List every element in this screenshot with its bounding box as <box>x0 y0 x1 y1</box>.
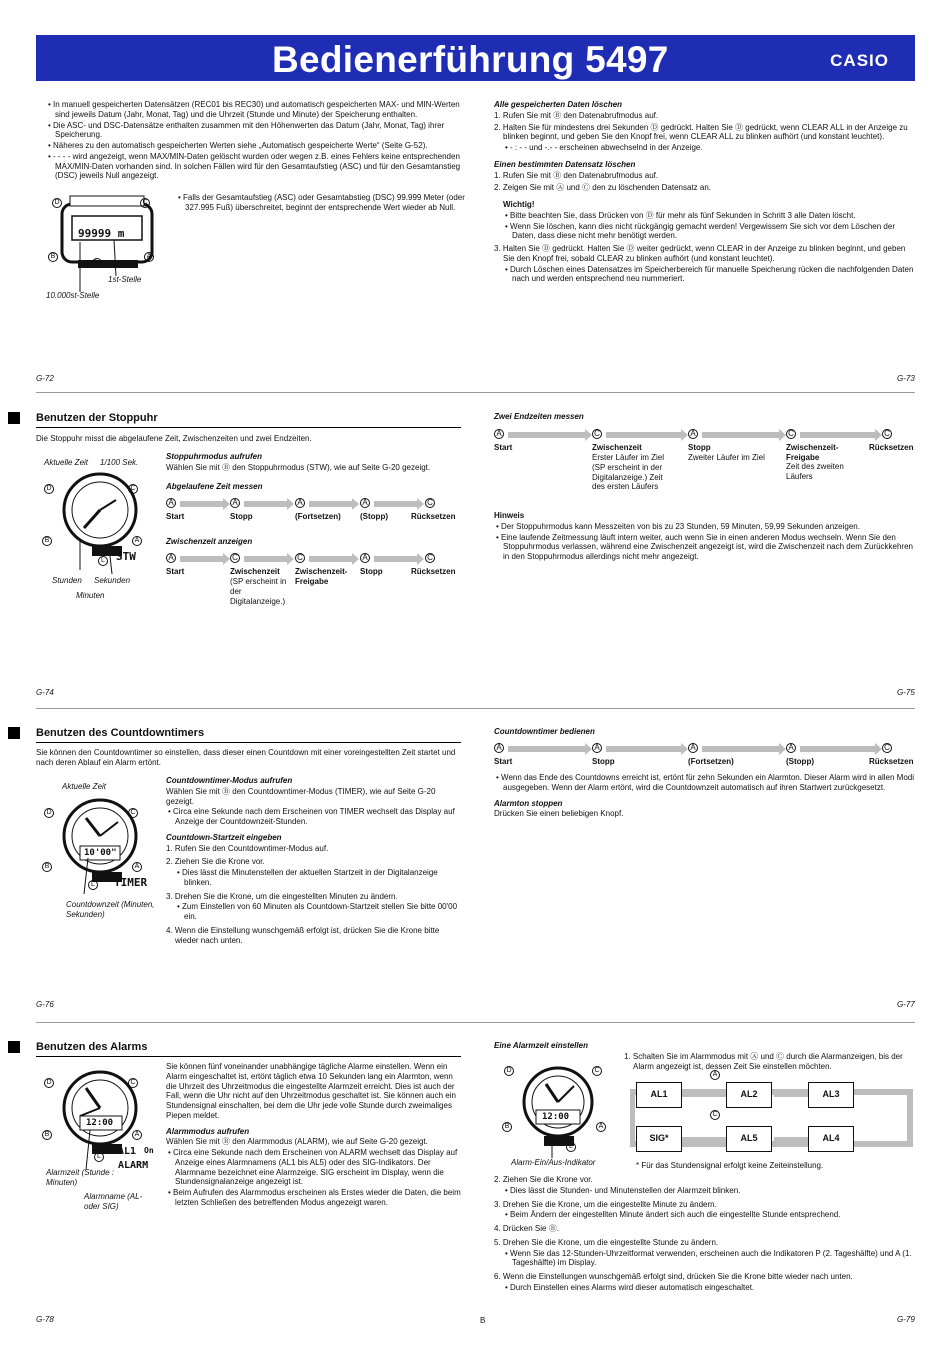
alarm-box: AL1 <box>636 1082 682 1108</box>
section-underline <box>36 1056 461 1057</box>
flow-arrow <box>606 432 682 438</box>
step: 2. Ziehen Sie die Krone vor. <box>494 1175 593 1184</box>
step: 3. Drehen Sie die Krone, um die eingestellte Minute zu ändern. <box>494 1199 717 1209</box>
divider <box>36 1022 915 1023</box>
flow-arrow <box>309 501 353 507</box>
flow-two-finishes <box>494 429 915 505</box>
g77-content <box>494 773 915 820</box>
body-text: Sie können fünf voneinander unabhängige tägliche Alarme einstellen. Wenn ein Alarm eingeschaltet ist, ertönt täglich etwa 10 Sekunden lang ein Alarmton, wenn die Uhrzeit des Uhrzeitmodus die eingestellte Alarmzeit erreicht. Dies ist auch der Fall, wenn die Uhr nicht auf den Uhrzeitmodus geschaltet ist. Sie können auch ein Stundensignal einschalten, bei dem die Uhr jede volle Stunde durch zweimaliges Piepen meldet. <box>166 1062 456 1120</box>
flow-arrow <box>180 556 224 562</box>
g79-steps <box>494 1175 915 1294</box>
section-marker <box>8 1041 20 1053</box>
subheading: Stoppuhrmodus aufrufen <box>166 452 262 461</box>
flow-label: Start <box>166 512 185 521</box>
button-b-icon: B <box>42 1130 52 1140</box>
mode-display: ALARM <box>118 1160 149 1171</box>
flow-node-a: A <box>230 498 240 508</box>
button-c-icon: C <box>128 1078 138 1088</box>
g74-call <box>166 452 466 474</box>
button-a-icon: A <box>132 1130 142 1140</box>
subheading: Alle gespeicherten Daten löschen <box>494 100 623 109</box>
step: 4. Drücken Sie Ⓑ. <box>494 1224 559 1233</box>
step: 1. Rufen Sie den Countdowntimer-Modus auf. <box>166 843 329 853</box>
step: 1. Rufen Sie mit Ⓑ den Datenabrufmodus auf. <box>494 110 659 120</box>
button-b-icon: B <box>42 862 52 872</box>
list-item: • Wenn Sie löschen, kann dies nicht rückgängig gemacht werden! Vergewissern Sie sich vor dem Löschen der Daten, dass diese nicht mehr benötigt werden. <box>494 222 914 242</box>
label-current-time: Aktuelle Zeit <box>62 782 107 791</box>
label-hundredth: 1/100 Sek. <box>100 458 139 467</box>
button-a-icon: A <box>132 536 142 546</box>
alarm-cycle-diagram <box>630 1071 915 1156</box>
flow-label: Stopp <box>592 757 615 766</box>
flow-desc: Zweiter Läufer im Ziel <box>688 453 765 462</box>
flow-node-a: A <box>166 498 176 508</box>
list-item: • Die ASC- und DSC-Datensätze enthalten zusammen mit den Höhenwerten das Datum (Jahr, Monat, Tag) ihrer Speicherung. <box>46 121 461 141</box>
button-a-icon: A <box>596 1122 606 1132</box>
intro-text: Die Stoppuhr misst die abgelaufene Zeit, Zwischenzeiten und zwei Endzeiten. <box>36 434 312 443</box>
subheading: Zwischenzeit anzeigen <box>166 537 253 546</box>
page-number: G-74 <box>36 688 54 697</box>
step: 2. Ziehen Sie die Krone vor. <box>166 857 265 867</box>
mode-display: STW <box>116 550 136 563</box>
alarm-box: AL2 <box>726 1082 772 1108</box>
flow-label: Stopp <box>688 443 711 452</box>
flow-label: Stopp <box>230 512 253 521</box>
flow-label: (Fortsetzen) <box>295 512 341 521</box>
digital-display: 10'00" <box>84 848 117 858</box>
flow-node-c: C <box>425 553 435 563</box>
step: 3. Drehen Sie die Krone, um die eingestellten Minuten zu ändern. <box>166 891 398 901</box>
document-title: Bedienerführung 5497 <box>272 39 669 80</box>
step: 3. Halten Sie Ⓓ gedrückt. Halten Sie Ⓓ weiter gedrückt, wenn CLEAR in der Anzeige zu blinken beginnt, und geben Sie den Knopf frei, sobald CLEAR zu blinken aufhört (und konstant leuchtet). <box>494 244 906 263</box>
watch-drawing <box>500 1062 620 1158</box>
flow-node-c: C <box>882 429 892 439</box>
flow-label: Zwischenzeit <box>230 567 280 576</box>
step: 6. Wenn die Einstellungen wunschgemäß erfolgt sind, drücken Sie die Krone bitte wieder nach unten. <box>494 1272 853 1281</box>
flow-label: (Stopp) <box>360 512 388 521</box>
section-title: Benutzen der Stoppuhr <box>36 412 158 424</box>
page-number: G-77 <box>897 1000 915 1009</box>
flow-node-a: A <box>688 429 698 439</box>
page-number: G-78 <box>36 1315 54 1324</box>
flow-arrow <box>508 432 586 438</box>
button-a-icon: A <box>132 862 142 872</box>
flow-desc: Erster Läufer im Ziel (SP erscheint in der Digitalanzeige.) Zeit des ersten Läufers <box>592 453 665 492</box>
flow-label: Start <box>494 443 513 452</box>
flow-label: Stopp <box>360 567 383 576</box>
flow-arrow <box>702 746 780 752</box>
list-item: • Der Stoppuhrmodus kann Messzeiten von bis zu 23 Stunden, 59 Minuten, 59,99 Sekunden anzeigen. <box>494 522 915 532</box>
flow-node-a: A <box>494 743 504 753</box>
flow-node-c: C <box>425 498 435 508</box>
watch-illustration-g79 <box>500 1062 620 1158</box>
g72-bullets <box>46 100 461 182</box>
button-c-icon: C <box>128 484 138 494</box>
footer-center-mark: B <box>480 1316 486 1325</box>
button-c-icon: C <box>592 1066 602 1076</box>
alarm-box: AL3 <box>808 1082 854 1108</box>
step: 4. Wenn die Einstellung wunschgemäß erfolgt ist, drücken Sie die Krone bitte wieder nach unten. <box>166 925 440 945</box>
flow-arrow <box>702 432 780 438</box>
section-title: Benutzen des Countdowntimers <box>36 727 205 739</box>
alarm-box: SIG* <box>636 1126 682 1152</box>
list-item: • - - - - wird angezeigt, wenn MAX/MIN-Daten gelöscht wurden oder wegen z.B. eines Fehlers keine entsprechenden MAX/MIN-Daten vorhanden sind. In solchen Fällen wird für den Gesamtaufstieg (ASC) und für den Gesamtanstieg (DSC) jeweils Null angezeigt. <box>46 152 461 181</box>
label-current-time: Aktuelle Zeit <box>44 458 89 467</box>
button-c-icon: C <box>710 1110 720 1120</box>
body-text: Wählen Sie mit Ⓑ den Alarmmodus (ALARM), wie auf Seite G-20 gezeigt. <box>166 1137 428 1147</box>
g75-notes <box>494 511 915 563</box>
flow-arrow <box>180 501 224 507</box>
list-item: • Bitte beachten Sie, dass Drücken von Ⓓ für mehr als fünf Sekunden in Schritt 3 alle Daten löscht. <box>494 211 914 221</box>
section-marker <box>8 412 20 424</box>
watch-illustration-g78 <box>40 1066 165 1170</box>
note: • Dies lässt die Minutenstellen der aktuellen Startzeit in der Digitalanzeige blinken. <box>166 868 462 888</box>
flow-node-a: A <box>360 553 370 563</box>
note: • - : - - und -.- - erscheinen abwechselnd in der Anzeige. <box>494 143 914 153</box>
page-number: G-72 <box>36 374 54 383</box>
flow-arrow <box>244 556 288 562</box>
flow-label: Zwischenzeit <box>592 443 642 452</box>
button-d-icon: D <box>52 198 62 208</box>
step: 1. Rufen Sie mit Ⓑ den Datenabrufmodus auf. <box>494 170 659 180</box>
button-d-icon: D <box>44 808 54 818</box>
list-item: • Falls der Gesamtaufstieg (ASC) oder Gesamtabstieg (DSC) 99.999 Meter (oder 327.995 Fuß) überschreitet, beginnt der entsprechende Wert wieder ab Null. <box>176 193 466 213</box>
button-b-icon: B <box>48 252 58 262</box>
label-minutes: Minuten <box>76 591 105 600</box>
button-l-icon: L <box>98 556 108 566</box>
subheading: Alarmton stoppen <box>494 798 563 808</box>
button-c-icon: C <box>140 198 150 208</box>
watch-illustration-g72 <box>40 192 160 302</box>
subheading: Alarmmodus aufrufen <box>166 1126 250 1136</box>
page-number: G-76 <box>36 1000 54 1009</box>
button-l-icon: L <box>94 1152 104 1162</box>
flow-node-c: C <box>786 429 796 439</box>
step: 1. Schalten Sie im Alarmmodus mit Ⓐ und Ⓒ durch die Alarmanzeigen, bis der Alarm angezeigt ist, dessen Zeit Sie einstellen möchten. <box>624 1052 903 1071</box>
step: 5. Drehen Sie die Krone, um die eingestellte Stunde zu ändern. <box>494 1237 719 1247</box>
flow-desc: (SP erscheint in der Digitalanzeige.) <box>230 577 287 606</box>
body-text: Drücken Sie einen beliebigen Knopf. <box>494 809 624 819</box>
flow-arrow <box>374 501 418 507</box>
alarm-box: AL4 <box>808 1126 854 1152</box>
flow-node-a: A <box>786 743 796 753</box>
body-text: Wählen Sie mit Ⓑ den Stoppuhrmodus (STW), wie auf Seite G-20 gezeigt. <box>166 462 431 472</box>
watch-illustration-g76 <box>40 794 160 898</box>
button-d-icon: D <box>44 1078 54 1088</box>
flow-label: Rücksetzen <box>411 512 456 521</box>
section-underline <box>36 742 461 743</box>
page-number: G-73 <box>897 374 915 383</box>
alarm-box: AL5 <box>726 1126 772 1152</box>
important-label: Wichtig! <box>503 200 535 209</box>
list-item: • In manuell gespeicherten Datensätzen (REC01 bis REC30) und automatisch gespeicherten MAX- und MIN-Werten sind jeweils Datum (Jahr, Monat, Tag) und die Uhrzeit (Stunde und Minute) der Speicherung enthalten. <box>46 100 461 120</box>
page-number: G-75 <box>897 688 915 697</box>
subheading: Einen bestimmten Datensatz löschen <box>494 159 636 169</box>
list-item: • Eine laufende Zeitmessung läuft intern weiter, auch wenn Sie in einen anderen Modus wechseln. Wenn Sie den Stoppuhrmodus verlassen, während eine Zwischenzeit angezeigt ist, wird die Zwischenzeit nach dem Zurückkehren in den Stoppuhrmodus allerdings nicht mehr angezeigt. <box>494 533 915 562</box>
flow-arrow <box>309 556 353 562</box>
g73-column <box>494 100 914 285</box>
button-c-icon: C <box>128 808 138 818</box>
flow-arrow <box>374 556 418 562</box>
flow-arrow <box>800 432 876 438</box>
label-countdown: Countdownzeit (Minuten, Sekunden) <box>66 900 155 919</box>
button-l-icon: L <box>88 880 98 890</box>
section-marker <box>8 727 20 739</box>
flow-label: (Fortsetzen) <box>688 757 734 766</box>
page-number: G-79 <box>897 1315 915 1324</box>
button-d-icon: D <box>44 484 54 494</box>
flow-label: Zwischenzeit-Freigabe <box>786 443 839 462</box>
watch-illustration-g74 <box>40 470 160 580</box>
flow-node-c: C <box>592 429 602 439</box>
subheading: Countdown-Startzeit eingeben <box>166 832 282 842</box>
flow-node-a: A <box>360 498 370 508</box>
note-heading: Hinweis <box>494 511 525 520</box>
subheading: Countdowntimer bedienen <box>494 727 595 736</box>
flow-desc: Zeit des zweiten Läufers <box>786 462 844 481</box>
subheading: Abgelaufene Zeit messen <box>166 482 263 491</box>
flow-split <box>166 553 466 609</box>
flow-label: Rücksetzen <box>411 567 456 576</box>
label-first-digit: 1st-Stelle <box>108 275 142 284</box>
label-seconds: Sekunden <box>94 576 131 585</box>
step: 2. Zeigen Sie mit Ⓐ und Ⓒ den zu löschenden Datensatz an. <box>494 183 712 193</box>
flow-node-c: C <box>230 553 240 563</box>
button-a-icon: A <box>144 252 154 262</box>
flow-node-a: A <box>494 429 504 439</box>
casio-logo: CASIO <box>830 51 889 70</box>
flow-node-c: C <box>295 553 305 563</box>
flow-node-a: A <box>166 553 176 563</box>
mode-display: TIMER <box>114 876 148 889</box>
flow-label: Rücksetzen <box>869 443 914 452</box>
g76-content <box>166 776 462 946</box>
list-item: • Wenn das Ende des Countdowns erreicht ist, ertönt für zehn Sekunden ein Alarmton. Dieser Alarm wird in allen Modi ausgegeben. Wenn der Alarm ertönt, wird die Countdownzeit automatisch auf ihren Startwert zurückgesetzt. <box>494 773 915 793</box>
g78-content <box>166 1062 462 1209</box>
button-b-icon: B <box>502 1122 512 1132</box>
flow-label: Zwischenzeit-Freigabe <box>295 567 348 586</box>
label-tenk-digit: 10.000st-Stelle <box>46 291 100 300</box>
button-l-icon: L <box>566 1142 576 1152</box>
flow-countdown <box>494 743 915 771</box>
subheading: Eine Alarmzeit einstellen <box>494 1041 588 1050</box>
flow-node-a: A <box>295 498 305 508</box>
button-a-icon: A <box>710 1070 720 1080</box>
g79-step1 <box>624 1052 914 1073</box>
flow-node-a: A <box>688 743 698 753</box>
label-alarm-name: Alarmname (AL- oder SIG) <box>84 1192 143 1211</box>
footnote: * Für das Stundensignal erfolgt keine Zeiteinstellung. <box>636 1161 824 1170</box>
flow-arrow <box>606 746 682 752</box>
flow-arrow <box>244 501 288 507</box>
button-d-icon: D <box>504 1066 514 1076</box>
list-item: • Näheres zu den automatisch gespeicherten Werten siehe „Automatisch gespeicherte Werte“ (Seite G-52). <box>46 141 461 151</box>
divider <box>36 392 915 393</box>
body-text: Wählen Sie mit Ⓑ den Countdowntimer-Modus (TIMER), wie auf Seite G-20 gezeigt. <box>166 786 436 806</box>
alarm-on-display: On <box>144 1146 154 1155</box>
button-b-icon: B <box>42 536 52 546</box>
step: 2. Halten Sie für mindestens drei Sekunden Ⓓ gedrückt. Halten Sie Ⓓ gedrückt, wenn CLEAR ALL in der Anzeige zu blinken beginnt, und geben Sie den Knopf frei, wenn CLEAR ALL zu blinken aufhört (und konstant leuchtet). <box>494 122 908 142</box>
flow-label: Rücksetzen <box>869 757 914 766</box>
subheading: Countdowntimer-Modus aufrufen <box>166 776 293 785</box>
flow-node-c: C <box>882 743 892 753</box>
section-underline <box>36 427 461 428</box>
digital-display: 12:00 <box>542 1112 570 1122</box>
flow-arrow <box>800 746 876 752</box>
divider <box>36 708 915 709</box>
note: • Zum Einstellen von 60 Minuten als Countdown-Startzeit stellen Sie bitte 00'00 ein. <box>166 902 462 922</box>
flow-elapsed <box>166 498 466 526</box>
list-item: • Beim Aufrufen des Alarmmodus erscheinen als Erstes wieder die Daten, die beim letzten Schließen des betreffenden Modus angezeigt waren. <box>166 1188 462 1208</box>
watch-drawing <box>40 192 160 302</box>
note: • Dies lässt die Stunden- und Minutenstellen der Alarmzeit blinken. <box>494 1186 915 1196</box>
flow-label: Start <box>494 757 513 766</box>
g72-side-note <box>176 193 466 214</box>
subheading: Zwei Endzeiten messen <box>494 412 584 421</box>
note: • Durch Einstellen eines Alarms wird dieser automatisch eingeschaltet. <box>494 1283 915 1293</box>
label-alarm-time: Alarmzeit (Stunde : Minuten) <box>46 1168 115 1187</box>
note: • Wenn Sie das 12-Stunden-Uhrzeitformat verwenden, erscheinen auch die Indikatoren P (2. Tageshälfte) und A (1. Tageshälfte) im Display. <box>494 1249 915 1269</box>
digital-display: 12:00 <box>86 1118 114 1128</box>
section-title: Benutzen des Alarms <box>36 1041 148 1053</box>
flow-node-a: A <box>592 743 602 753</box>
alarm-number-display: AL1 <box>118 1146 137 1157</box>
list-item: • Circa eine Sekunde nach dem Erscheinen von ALARM wechselt das Display auf Anzeige eines Alarmnamens (AL1 bis AL5) oder des SIG-Indikators. Der Alarmname bezeichnet eine Alarmzeige. SIG erscheint im Display, wenn die Stundensignalanzeige angezeigt ist. <box>166 1148 462 1187</box>
note: • Circa eine Sekunde nach dem Erscheinen von TIMER wechselt das Display auf Anzeige der Countdownzeit-Stunden. <box>166 807 462 827</box>
flow-arrow <box>508 746 586 752</box>
flow-label: (Stopp) <box>786 757 814 766</box>
note: • Beim Ändern der eingestellten Minute ändert sich auch die eingestellte Stunde entsprechend. <box>494 1210 915 1220</box>
intro-text: Sie können den Countdowntimer so einstellen, dass dieser einen Countdown mit einer voreingestellten Zeit startet und nach deren Ablauf ein Alarm ertönt. <box>36 748 456 767</box>
button-l-icon: L <box>92 258 102 268</box>
flow-label: Start <box>166 567 185 576</box>
note: • Durch Löschen eines Datensatzes im Speicherbereich für manuelle Speicherung rücken die nachfolgenden Daten nach und werden entsprechend neu nummeriert. <box>494 265 914 285</box>
digital-display: 99999 m <box>78 227 125 240</box>
label-alarm-indicator: Alarm-Ein/Aus-Indikator <box>511 1158 596 1167</box>
label-hours: Stunden <box>52 576 82 585</box>
header-banner <box>36 35 915 81</box>
